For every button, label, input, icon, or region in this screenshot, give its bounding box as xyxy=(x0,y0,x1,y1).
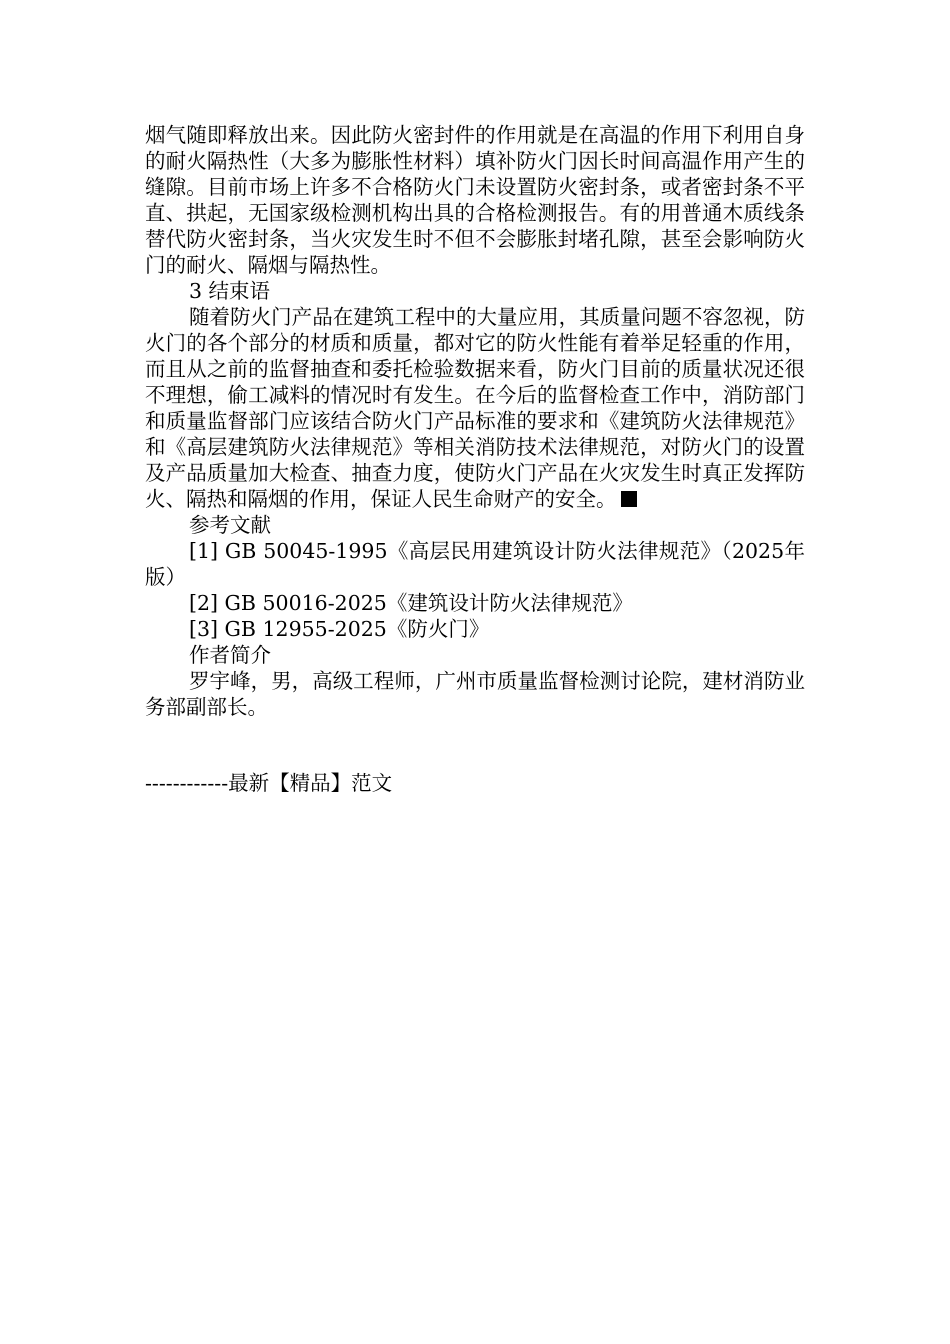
reference-item: [3] GB 12955-2025《防火门》 xyxy=(189,617,490,641)
references-heading: 参考文献 xyxy=(189,513,271,537)
author-bio: 罗宇峰，男，高级工程师，广州市质量监督检测讨论院，建材消防业务部副部长。 xyxy=(145,669,805,719)
reference-item: [2] GB 50016-2025《建筑设计防火法律规范》 xyxy=(189,591,633,615)
intro-paragraph: 烟气随即释放出来。因此防火密封件的作用就是在高温的作用下利用自身的耐火隔热性（大多为膨胀性材料）填补防火门因长时间高温作用产生的缝隙。目前市场上许多不合格防火门未设置防火密封条，或者密封条不平直、拱起，无国家级检测机构出具的合格检测报告。有的用普通木质线条替代防火密封条，当火灾发生时不但不会膨胀封堵孔隙，甚至会影响防火门的耐火、隔烟与隔热性。 xyxy=(145,123,805,277)
document-body xyxy=(145,122,805,720)
footer-text: ------------最新【精品】范文 xyxy=(145,771,393,795)
conclusion-text: 随着防火门产品在建筑工程中的大量应用，其质量问题不容忽视，防火门的各个部分的材质和质量，都对它的防火性能有着举足轻重的作用，而且从之前的监督抽查和委托检验数据来看，防火门目前的质量状况还很不理想，偷工减料的情况时有发生。在今后的监督检查工作中，消防部门和质量监督部门应该结合防火门产品标准的要求和《建筑防火法律规范》和《高层建筑防火法律规范》等相关消防技术法律规范，对防火门的设置及产品质量加大检查、抽查力度，使防火门产品在火灾发生时真正发挥防火、隔热和隔烟的作用，保证人民生命财产的安全。 xyxy=(145,305,805,511)
section-heading: 3 结束语 xyxy=(189,279,271,303)
author-heading: 作者简介 xyxy=(189,643,271,667)
reference-item: [1] GB 50045-1995《高层民用建筑设计防火法律规范》（2025年版） xyxy=(145,539,805,589)
end-mark-icon xyxy=(621,491,637,507)
conclusion-paragraph xyxy=(145,304,805,512)
